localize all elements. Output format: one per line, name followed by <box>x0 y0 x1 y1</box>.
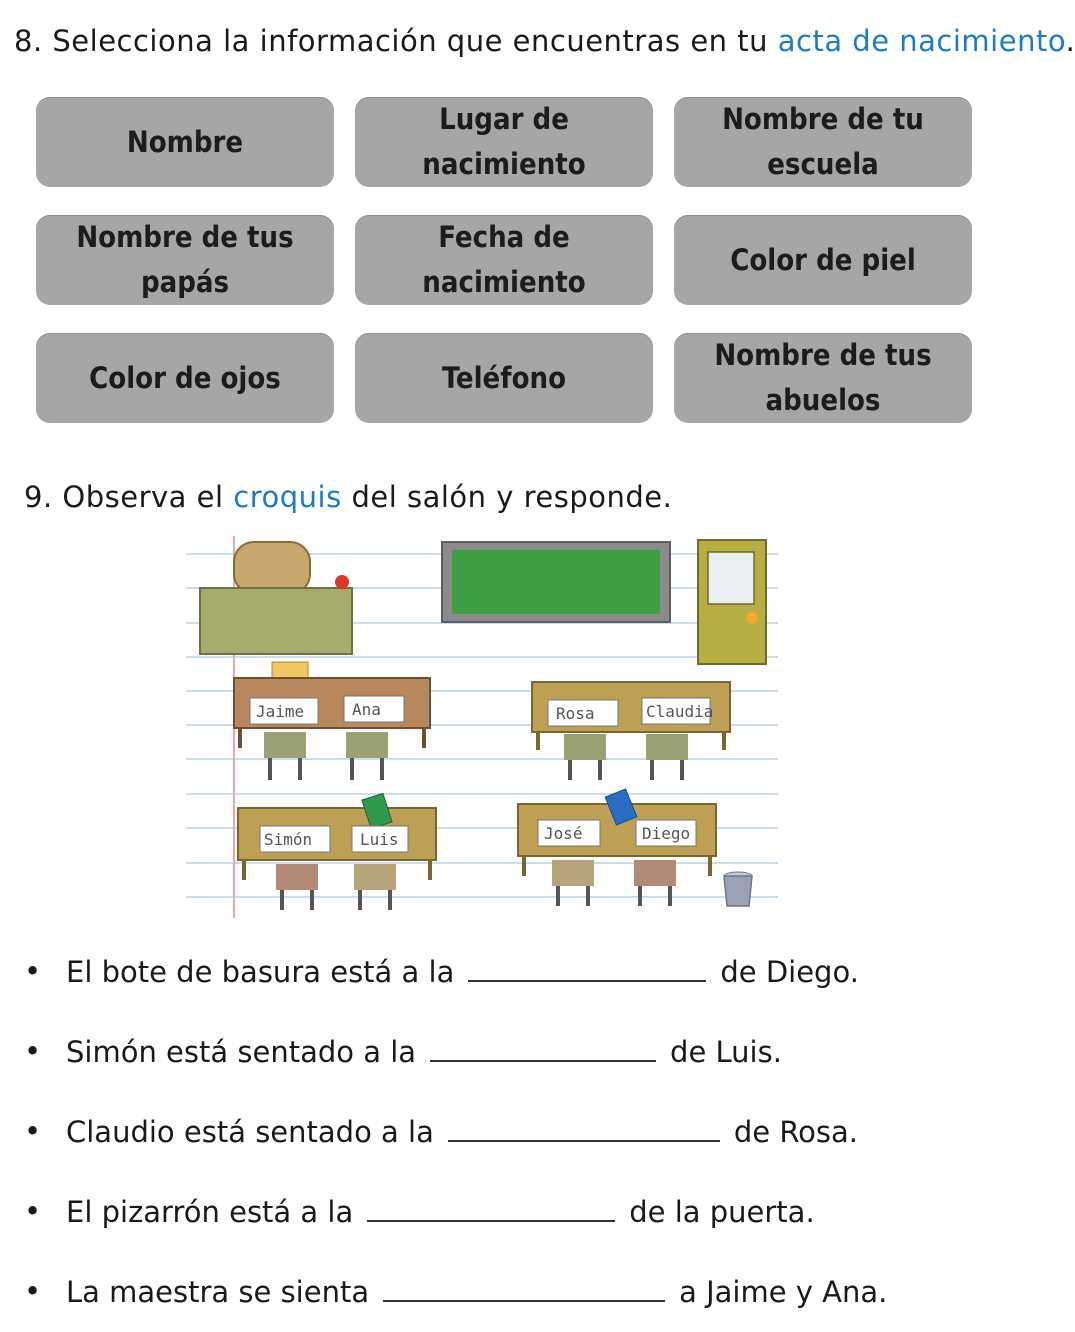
option-nombre-de-tus-abuelos[interactable] <box>674 333 972 423</box>
bullet-5: • <box>24 1274 42 1308</box>
desk-group-rosa-claudia <box>532 682 730 780</box>
desk-group-jose-diego <box>518 789 716 906</box>
apple-icon <box>335 575 349 589</box>
desk-group-simon-luis <box>238 793 436 910</box>
bullet-3: • <box>24 1114 42 1148</box>
option-label: Teléfono <box>441 360 567 395</box>
door <box>698 540 766 664</box>
statement-2 <box>66 1032 782 1069</box>
statement-4 <box>66 1192 815 1229</box>
option-label: Lugar de nacimiento <box>422 102 586 181</box>
option-label: Nombre <box>126 124 244 159</box>
blackboard <box>442 542 670 622</box>
question-9-number: 9. <box>24 480 53 514</box>
answer-blank-1[interactable] <box>468 952 706 982</box>
statement-after: de Rosa. <box>733 1115 859 1149</box>
question-8-title <box>14 24 1075 58</box>
option-label: Color de ojos <box>89 360 281 395</box>
option-label: Nombre de tus papás <box>76 220 294 299</box>
statement-5 <box>66 1272 887 1309</box>
statement-after: de la puerta. <box>629 1195 815 1229</box>
seat-label: Claudia <box>646 702 714 721</box>
statement-1 <box>66 952 859 989</box>
statement-before: La maestra se sienta <box>66 1275 370 1309</box>
statement-before: El bote de basura está a la <box>66 955 455 989</box>
question-9-highlight: croquis <box>233 480 342 514</box>
option-label: Fecha de nacimiento <box>422 220 586 299</box>
statement-after: de Luis. <box>670 1035 782 1069</box>
question-8-suffix: . <box>1065 24 1075 58</box>
desk-group-jaime-ana <box>234 662 430 780</box>
seat-label: José <box>544 824 583 843</box>
seat-label: Diego <box>642 824 691 843</box>
bullet-2: • <box>24 1034 42 1068</box>
option-telefono[interactable] <box>355 333 653 423</box>
seat-label: Jaime <box>256 702 305 721</box>
bullet-4: • <box>24 1194 42 1228</box>
statement-after: de Diego. <box>720 955 859 989</box>
option-nombre-de-tu-escuela[interactable] <box>674 97 972 187</box>
seat-label: Rosa <box>556 704 595 723</box>
option-nombre-de-tus-papas[interactable] <box>36 215 334 305</box>
option-fecha-de-nacimiento[interactable] <box>355 215 653 305</box>
answer-blank-3[interactable] <box>448 1112 720 1142</box>
question-9-title <box>24 480 672 514</box>
question-9-suffix: del salón y responde. <box>351 480 673 514</box>
statement-after: a Jaime y Ana. <box>679 1275 888 1309</box>
option-label: Nombre de tus abuelos <box>714 338 932 417</box>
option-label: Color de piel <box>730 242 916 277</box>
option-nombre[interactable] <box>36 97 334 187</box>
trash-bin-icon <box>724 872 752 906</box>
question-8-highlight: acta de nacimiento <box>777 24 1066 58</box>
seat-label: Ana <box>352 700 381 719</box>
answer-blank-4[interactable] <box>367 1192 615 1222</box>
option-label: Nombre de tu escuela <box>722 102 924 181</box>
teacher-desk <box>200 542 352 654</box>
question-8-prefix: Selecciona la información que encuentras en tu <box>52 24 769 58</box>
classroom-sketch <box>186 536 778 918</box>
question-8-number: 8. <box>14 24 43 58</box>
option-color-de-piel[interactable] <box>674 215 972 305</box>
statement-3 <box>66 1112 858 1149</box>
question-9-prefix: Observa el <box>62 480 224 514</box>
statement-before: El pizarrón está a la <box>66 1195 354 1229</box>
answer-blank-2[interactable] <box>430 1032 656 1062</box>
statement-before: Claudio está sentado a la <box>66 1115 434 1149</box>
option-color-de-ojos[interactable] <box>36 333 334 423</box>
bullet-1: • <box>24 954 42 988</box>
answer-blank-5[interactable] <box>383 1272 665 1302</box>
option-lugar-de-nacimiento[interactable] <box>355 97 653 187</box>
statement-before: Simón está sentado a la <box>66 1035 417 1069</box>
seat-label: Luis <box>360 830 399 849</box>
seat-label: Simón <box>264 830 313 849</box>
